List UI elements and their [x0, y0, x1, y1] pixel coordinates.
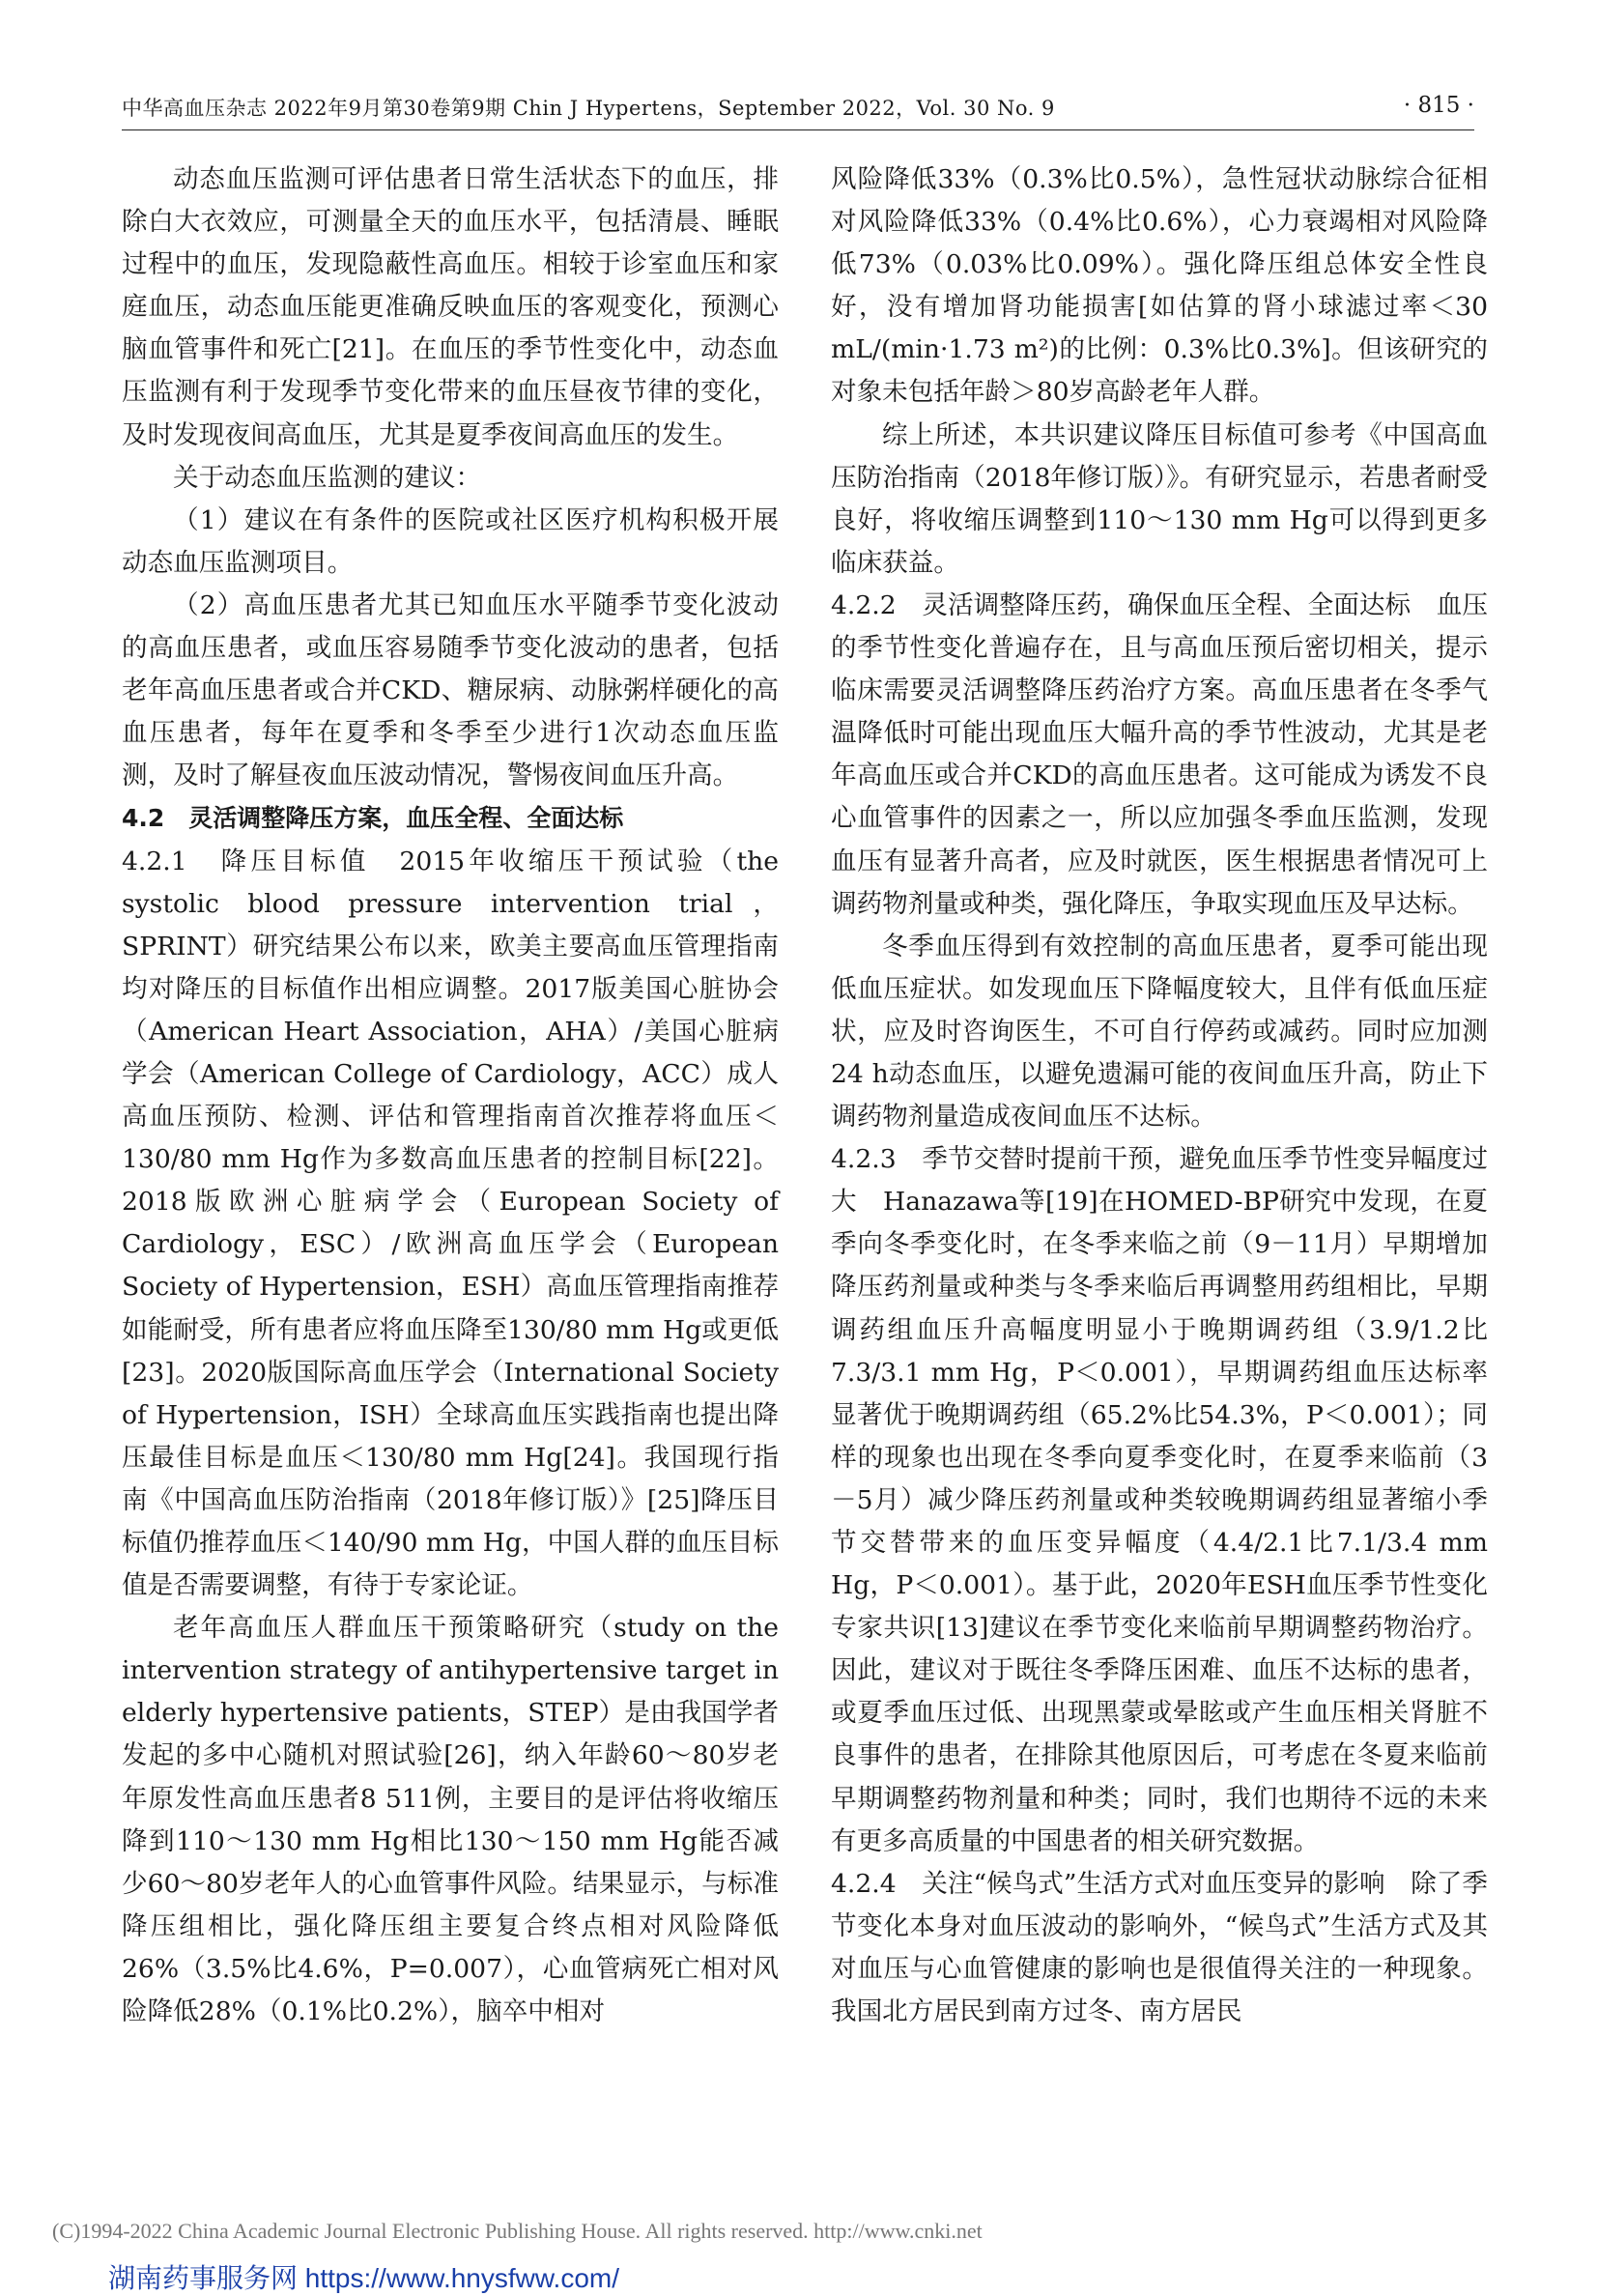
paragraph-step-trial: 老年高血压人群血压干预策略研究（study on the intervention strategy of antihypertensive target in elderly hypertensive patients，STEP）是由我国学者发起的多中心随机对照试验[26]，纳入年龄60～80岁老年原发性高血压患者8 511例，主要目的是评估将收缩压降到110～130 mm Hg相比130～150 mm Hg能否减少60～80岁老年人的心血管事件风险。结果显示，与标准降压组相比，强化降压组主要复合终点相对风险降低26%（3.5%比4.6%，P=0.007），心血管病死亡相对风险降低28%（0.1%比0.2%），脑卒中相对	[122, 1613, 779, 2027]
left-column	[122, 158, 779, 2033]
right-column	[831, 158, 1488, 2033]
paragraph-recommendation-1: （1）建议在有条件的医院或社区医疗机构积极开展动态血压监测项目。	[122, 504, 779, 578]
running-header	[122, 93, 1474, 126]
paragraph-summary: 综上所述，本共识建议降压目标值可参考《中国高血压防治指南（2018年修订版）》。有研究显示，若患者耐受良好，将收缩压调整到110～130 mm Hg可以得到更多临床获益。	[831, 419, 1488, 578]
paragraph-abpm-recommendation-title: 关于动态血压监测的建议：	[173, 462, 482, 493]
paragraph-recommendation-2: （2）高血压患者尤其已知血压水平随季节变化波动的高血压患者，或血压容易随季节变化波动的患者，包括老年高血压患者或合并CKD、糖尿病、动脉粥样硬化的高血压患者，每年在夏季和冬季至少进行1次动态血压监测，及时了解昼夜血压波动情况，警惕夜间血压升高。	[122, 589, 779, 791]
paragraph-4-2-1: 4.2.1 降压目标值 2015年收缩压干预试验（the systolic blood pressure intervention trial，SPRINT）研究结果公布以来，欧美主要高血压管理指南均对降压的目标值作出相应调整。2017版美国心脏协会（American Heart Association，AHA）/美国心脏病学会（American College of Cardiology，ACC）成人高血压预防、检测、评估和管理指南首次推荐将血压＜130/80 mm Hg作为多数高血压患者的控制目标[22]。2018版欧洲心脏病学会（European Society of Cardiology，ESC）/欧洲高血压学会（European Society of Hypertension，ESH）高血压管理指南推荐如能耐受，所有患者应将血压降至130/80 mm Hg或更低[23]。2020版国际高血压学会（International Society of Hypertension，ISH）全球高血压实践指南也提出降压最佳目标是血压＜130/80 mm Hg[24]。我国现行指南《中国高血压防治指南（2018年修订版）》[25]降压目标值仍推荐血压＜140/90 mm Hg，中国人群的血压目标值是否需要调整，有待于专家论证。	[122, 846, 779, 1601]
paragraph-4-2-2: 4.2.2 灵活调整降压药，确保血压全程、全面达标 血压的季节性变化普遍存在，且与高血压预后密切相关，提示临床需要灵活调整降压药治疗方案。高血压患者在冬季气温降低时可能出现血压大幅升高的季节性波动，尤其是老年高血压或合并CKD的高血压患者。这可能成为诱发不良心血管事件的因素之一，所以应加强冬季血压监测，发现血压有显著升高者，应及时就医，医生根据患者情况可上调药物剂量或种类，强化降压，争取实现血压及早达标。	[831, 589, 1488, 919]
paragraph-abpm-intro: 动态血压监测可评估患者日常生活状态下的血压，排除白大衣效应，可测量全天的血压水平，包括清晨、睡眠过程中的血压，发现隐蔽性高血压。相较于诊室血压和家庭血压，动态血压能更准确反映血压的客观变化，预测心脑血管事件和死亡[21]。在血压的季节性变化中，动态血压监测有利于发现季节变化带来的血压昼夜节律的变化，及时发现夜间高血压，尤其是夏季夜间高血压的发生。	[122, 164, 779, 450]
paragraph-4-2-3: 4.2.3 季节交替时提前干预，避免血压季节性变异幅度过大 Hanazawa等[19]在HOMED-BP研究中发现，在夏季向冬季变化时，在冬季来临之前（9－11月）早期增加降压药剂量或种类与冬季来临后再调整用药组相比，早期调药组血压升高幅度明显小于晚期调药组（3.9/1.2比7.3/3.1 mm Hg，P＜0.001），早期调药组血压达标率显著优于晚期调药组（65.2%比54.3%，P＜0.001）；同样的现象也出现在冬季向夏季变化时，在夏季来临前（3－5月）减少降压药剂量或种类较晚期调药组显著缩小季节交替带来的血压变异幅度（4.4/2.1比7.1/3.4 mm Hg，P＜0.001）。基于此，2020年ESH血压季节性变化专家共识[13]建议在季节变化来临前早期调整药物治疗。因此，建议对于既往冬季降压困难、血压不达标的患者，或夏季血压过低、出现黑蒙或晕眩或产生血压相关肾脏不良事件的患者，在排除其他原因后，可考虑在冬夏来临前早期调整药物剂量和种类；同时，我们也期待不远的未来有更多高质量的中国患者的相关研究数据。	[831, 1144, 1488, 1856]
section-heading-4-2: 4.2 灵活调整降压方案，血压全程、全面达标	[122, 804, 624, 833]
copyright-footer: (C)1994-2022 China Academic Journal Electronic Publishing House. All rights reserved. http://www.cnki.net	[52, 2219, 983, 2243]
page-number: · 815 ·	[1403, 93, 1474, 118]
paragraph-4-2-4: 4.2.4 关注“候鸟式”生活方式对血压变异的影响 除了季节变化本身对血压波动的影响外，“候鸟式”生活方式及其对血压与心血管健康的影响也是很值得关注的一种现象。我国北方居民到南方过冬、南方居民	[831, 1868, 1488, 2027]
header-rule	[122, 129, 1474, 130]
paragraph-step-results: 风险降低33%（0.3%比0.5%），急性冠状动脉综合征相对风险降低33%（0.4%比0.6%），心力衰竭相对风险降低73%（0.03%比0.09%）。强化降压组总体安全性良好，没有增加肾功能损害[如估算的肾小球滤过率＜30 mL/(min·1.73 m²)的比例：0.3%比0.3%]。但该研究的对象未包括年龄＞80岁高龄老年人群。	[831, 164, 1488, 408]
journal-info: 中华高血压杂志 2022年9月第30卷第9期 Chin J Hypertens，September 2022，Vol. 30 No. 9	[122, 97, 1055, 120]
site-watermark[interactable]: 湖南药事服务网 https://www.hnysfww.com/	[108, 2263, 619, 2293]
paragraph-summer-hypotension: 冬季血压得到有效控制的高血压患者，夏季可能出现低血压症状。如发现血压下降幅度较大，且伴有低血压症状，应及时咨询医生，不可自行停药或减药。同时应加测24 h动态血压，以避免遗漏可能的夜间血压升高，防止下调药物剂量造成夜间血压不达标。	[831, 931, 1488, 1133]
